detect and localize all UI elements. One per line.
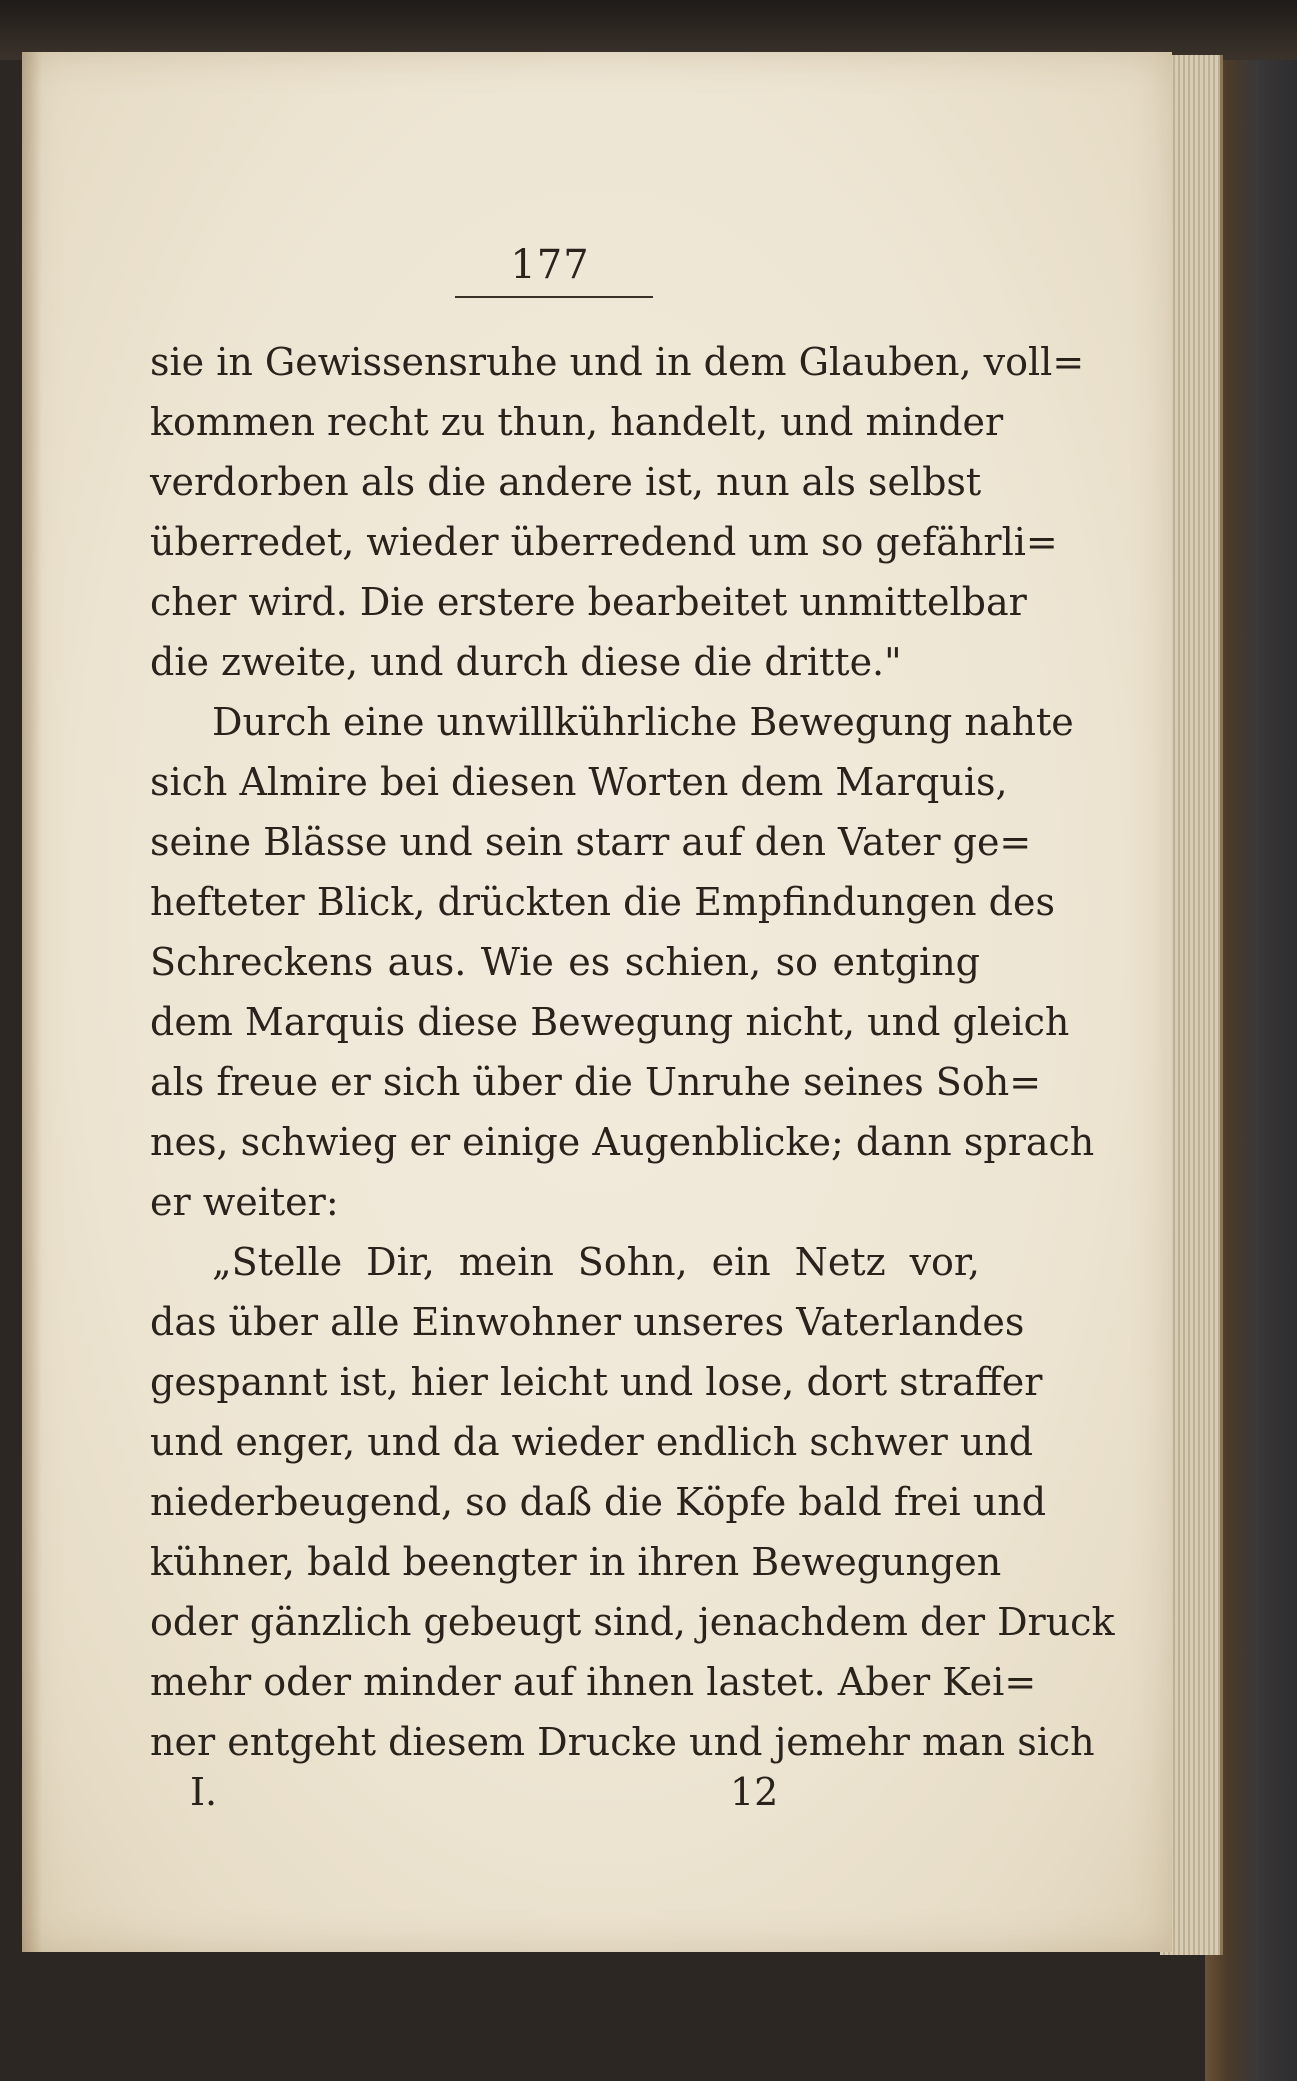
page-gutter-shadow <box>22 52 42 1952</box>
page-header <box>450 240 650 290</box>
text-line: Durch eine unwillkührliche Bewegung nahte <box>212 700 1074 744</box>
page-footer <box>190 1770 990 1820</box>
header-rule <box>455 296 653 298</box>
text-line: kommen recht zu thun, handelt, und minder <box>150 400 1004 444</box>
text-line: kühner, bald beengter in ihren Bewegungen <box>150 1540 1002 1584</box>
text-line: er weiter: <box>150 1180 339 1224</box>
text-line: verdorben als die andere ist, nun als selbst <box>150 460 982 504</box>
text-line: cher wird. Die erstere bearbeitet unmittelbar <box>150 580 1027 624</box>
text-line: gespannt ist, hier leicht und lose, dort straffer <box>150 1360 1043 1404</box>
text-line: Schreckens aus. Wie es schien, so entging <box>150 940 980 984</box>
text-line: mehr oder minder auf ihnen lastet. Aber Kei= <box>150 1660 1037 1704</box>
text-line: „Stelle Dir, mein Sohn, ein Netz vor, <box>212 1240 980 1284</box>
book-cover-top <box>0 0 1297 60</box>
text-line: überredet, wieder überredend um so gefährli= <box>150 520 1058 564</box>
body-text <box>150 332 1115 1772</box>
text-line: die zweite, und durch diese die dritte." <box>150 640 902 684</box>
text-line: sie in Gewissensruhe und in dem Glauben, voll= <box>150 340 1085 384</box>
text-line: nes, schwieg er einige Augenblicke; dann sprach <box>150 1120 1095 1164</box>
page-number: 177 <box>510 242 590 288</box>
sheet-signature: 12 <box>730 1770 779 1814</box>
text-line: dem Marquis diese Bewegung nicht, und gleich <box>150 1000 1070 1044</box>
text-line: als freue er sich über die Unruhe seines Soh= <box>150 1060 1042 1104</box>
text-line: ner entgeht diesem Drucke und jemehr man sich <box>150 1720 1095 1764</box>
text-line: oder gänzlich gebeugt sind, jenachdem der Druck <box>150 1600 1115 1644</box>
text-line: sich Almire bei diesen Worten dem Marquis, <box>150 760 1008 804</box>
text-line: niederbeugend, so daß die Köpfe bald frei und <box>150 1480 1047 1524</box>
text-line: und enger, und da wieder endlich schwer und <box>150 1420 1034 1464</box>
volume-signature: I. <box>190 1770 218 1814</box>
text-line: hefteter Blick, drückten die Empfindungen des <box>150 880 1055 924</box>
text-line: seine Blässe und sein starr auf den Vater ge= <box>150 820 1032 864</box>
text-line: das über alle Einwohner unseres Vaterlandes <box>150 1300 1025 1344</box>
